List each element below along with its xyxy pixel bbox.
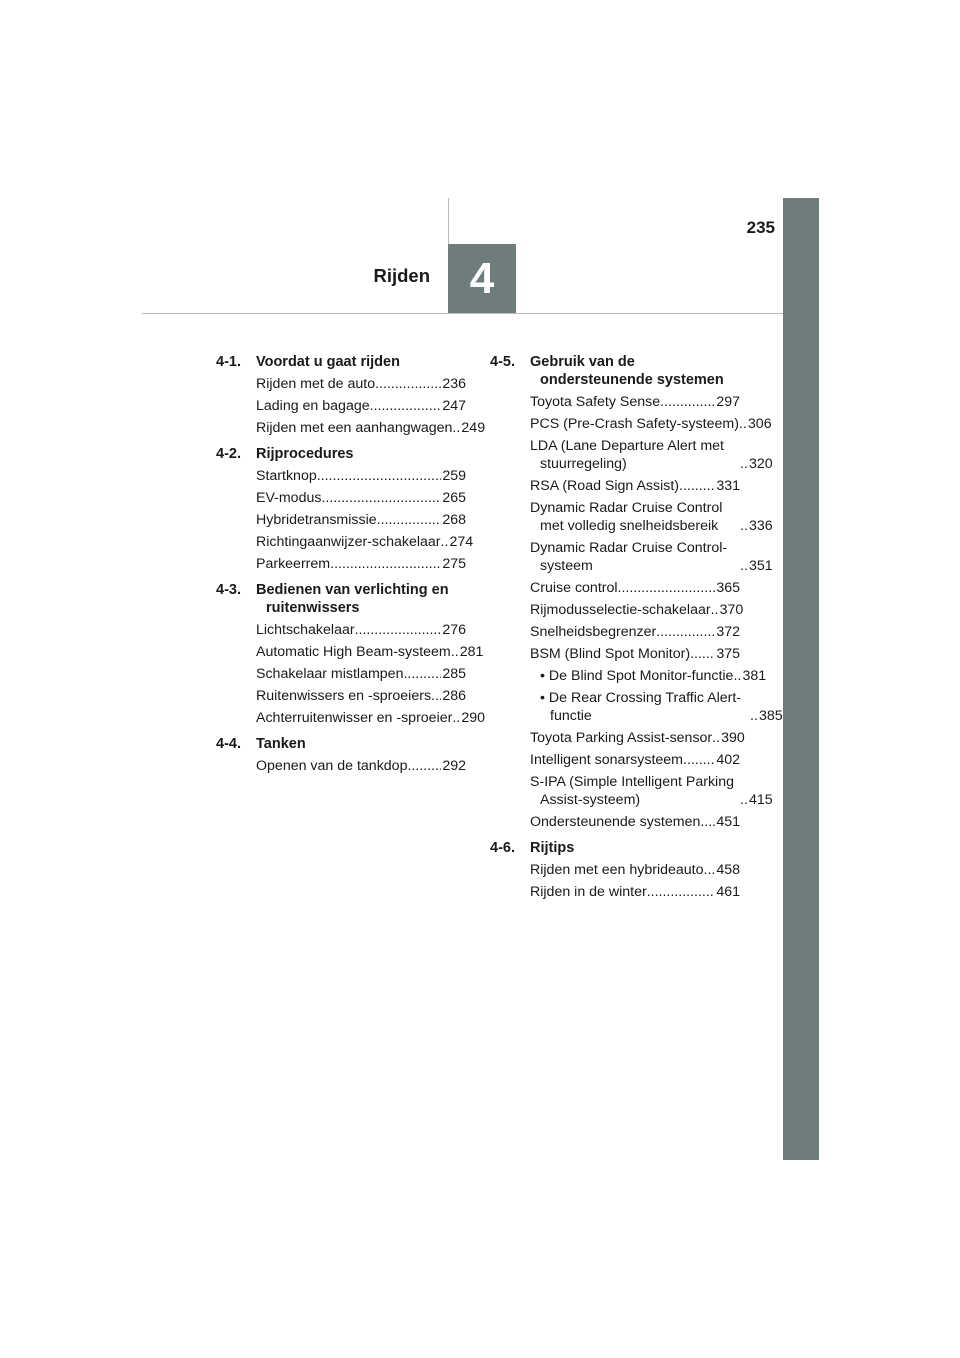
toc-dot-leader [355,621,442,639]
toc-entry-page: 336 [749,518,773,534]
toc-dot-leader [452,419,460,437]
toc-entry-page: 268 [442,512,466,528]
toc-entry-label: Rijden met een hybrideauto [530,862,704,878]
toc-entry[interactable] [256,375,466,393]
toc-entry[interactable] [530,773,773,809]
toc-entry[interactable] [530,689,783,725]
toc-entry[interactable] [530,861,740,879]
toc-section-title: Rijtips [530,840,575,856]
toc-entry-label: Rijden met een aanhangwagen [256,420,453,436]
page-number: 235 [746,218,775,237]
toc-entry-label: Lichtschakelaar [256,622,355,638]
toc-dot-leader [431,687,441,705]
toc-entry[interactable] [530,813,740,831]
toc-entry-page: 297 [716,394,740,410]
toc-dot-leader [683,751,715,769]
toc-entry-label: RSA (Road Sign Assist) [530,478,680,494]
toc-entry[interactable] [530,729,745,747]
toc-entry-page: 351 [749,558,773,574]
toc-dot-leader [330,555,441,573]
toc-section-title: Tanken [256,736,306,752]
toc-section-number: 4-5. [490,354,515,370]
toc-entry-label: Parkeerrem [256,556,331,572]
toc-section [216,735,466,775]
toc-section-heading[interactable] [216,735,466,753]
toc-entry[interactable] [256,643,484,661]
toc-entry-label: S-IPA (Simple Intelligent Parking Assist-systeem) [530,774,734,808]
toc-entry-page: 285 [442,666,466,682]
toc-dot-leader [403,665,441,683]
toc-column-right [490,353,783,909]
chapter-title: Rijden [373,265,430,286]
toc-entry[interactable] [256,555,466,573]
toc-dot-leader [712,729,720,747]
toc-column-left [216,353,486,783]
toc-dot-leader [647,883,716,901]
toc-section-heading[interactable] [216,581,466,617]
toc-entry-label: Ondersteunende systemen [530,814,701,830]
toc-entry[interactable] [530,623,740,641]
toc-entry-label: EV-modus [256,490,322,506]
toc-entry-page: 381 [742,668,767,684]
toc-entry[interactable] [530,601,744,619]
toc-dot-leader [740,791,748,809]
toc-entry-page: 402 [716,752,740,768]
toc-entry-label: Richtingaanwijzer-schakelaar [256,534,441,550]
toc-section-number: 4-6. [490,840,515,856]
toc-dot-leader [740,455,748,473]
toc-entry-label: Rijmodusselectie-schakelaar [530,602,711,618]
toc-entry[interactable] [530,579,740,597]
toc-dot-leader [375,375,441,393]
toc-entry-label: Openen van de tankdop [256,758,408,774]
toc-entry-page: 275 [442,556,466,572]
toc-dot-leader [700,813,715,831]
toc-entry[interactable] [256,665,466,683]
toc-entry[interactable] [256,533,474,551]
toc-entry-label: Rijden in de winter [530,884,647,900]
toc-entry[interactable] [530,667,767,685]
toc-entry-page: 451 [716,814,740,830]
toc-dot-leader [711,601,719,619]
toc-entry-page: 331 [716,478,740,494]
toc-entry[interactable] [256,687,466,705]
toc-entry-page: 286 [442,688,466,704]
toc-entry-label: • De Rear Crossing Traffic Alert-functie [540,690,742,724]
toc-entry-page: 375 [716,646,740,662]
toc-section-title: Voordat u gaat rijden [256,354,400,370]
toc-entry-page: 265 [442,490,466,506]
chapter-number-box [448,244,516,313]
toc-entry-label: Dynamic Radar Cruise Control-systeem [530,540,728,574]
toc-section [216,581,486,727]
toc-entry-page: 365 [716,580,740,596]
toc-entry-page: 458 [716,862,740,878]
toc-section-heading[interactable] [216,353,466,371]
toc-section-title: Bedienen van verlichting en ruitenwissers [256,582,449,616]
toc-entry-label: Achterruitenwisser en -sproeier [256,710,453,726]
toc-entry-page: 390 [721,730,745,746]
toc-entry[interactable] [256,621,466,639]
toc-entry-label: Intelligent sonarsysteem [530,752,683,768]
toc-entry-label: Rijden met de auto [256,376,376,392]
toc-section [216,445,474,573]
toc-entry[interactable] [256,489,466,507]
toc-entry-page: 320 [749,456,773,472]
toc-dot-leader [704,861,716,879]
toc-dot-leader [370,397,442,415]
toc-entry-label: Lading en bagage [256,398,370,414]
toc-entry-page: 372 [716,624,740,640]
toc-dot-leader [690,645,715,663]
toc-section-title: Rijprocedures [256,446,354,462]
toc-entry[interactable] [530,883,740,901]
toc-entry-label: LDA (Lane Departure Alert met stuurregeling) [530,438,724,472]
toc-section-title: Gebruik van de ondersteunende systemen [530,354,724,388]
toc-entry-label: Automatic High Beam-systeem [256,644,451,660]
toc-entry-page: 306 [747,416,772,432]
toc-entry-label: • De Blind Spot Monitor-functie [540,668,734,684]
toc-entry-page: 259 [442,468,466,484]
toc-dot-leader [407,757,441,775]
toc-entry[interactable] [256,419,486,437]
toc-entry-label: Hybridetransmissie [256,512,377,528]
toc-dot-leader [451,643,459,661]
toc-entry[interactable] [256,709,486,727]
chapter-sidebar-bar [783,198,819,1160]
toc-entry[interactable] [530,499,773,535]
toc-entry[interactable] [256,511,466,529]
toc-entry-label: Startknop [256,468,317,484]
toc-entry[interactable] [530,437,773,473]
toc-entry-label: PCS (Pre-Crash Safety-systeem) [530,416,739,432]
toc-section-heading[interactable] [490,353,740,389]
toc-entry[interactable] [530,477,740,495]
toc-section-number: 4-3. [216,582,241,598]
toc-entry-page: 276 [442,622,466,638]
toc-dot-leader [656,623,715,641]
toc-entry-label: Cruise control [530,580,618,596]
toc-section-number: 4-4. [216,736,241,752]
toc-dot-leader [317,467,442,485]
toc-dot-leader [740,557,748,575]
toc-dot-leader [733,667,741,685]
toc-dot-leader [740,517,748,535]
toc-entry-page: 370 [719,602,744,618]
toc-section [490,353,783,831]
toc-entry-page: 274 [449,534,474,550]
toc-entry[interactable] [530,645,740,663]
toc-entry-label: BSM (Blind Spot Monitor) [530,646,691,662]
toc-entry-page: 415 [749,792,773,808]
toc-entry[interactable] [530,393,740,411]
toc-entry-page: 385 [759,708,783,724]
toc-entry[interactable] [256,467,466,485]
toc-entry-page: 290 [461,710,486,726]
toc-section-heading[interactable] [490,839,740,857]
toc-entry-label: Schakelaar mistlampen [256,666,404,682]
toc-dot-leader [321,489,441,507]
toc-entry[interactable] [256,397,466,415]
chapter-number: 4 [469,253,495,303]
toc-dot-leader [618,579,716,597]
toc-entry-page: 281 [459,644,484,660]
toc-entry[interactable] [256,757,466,775]
toc-section [216,353,486,437]
toc-dot-leader [750,707,758,725]
toc-entry-page: 292 [442,758,466,774]
toc-entry-page: 236 [442,376,466,392]
toc-section-number: 4-2. [216,446,241,462]
toc-entry-page: 247 [442,398,466,414]
toc-section-number: 4-1. [216,354,241,370]
toc-entry-label: Toyota Safety Sense [530,394,661,410]
toc-entry-label: Dynamic Radar Cruise Control met volledig snelheidsbereik [530,500,723,534]
toc-dot-leader [441,533,449,551]
toc-dot-leader [452,709,460,727]
toc-dot-leader [660,393,715,411]
toc-section [490,839,740,901]
toc-section-heading[interactable] [216,445,466,463]
toc-entry-page: 461 [716,884,740,900]
toc-dot-leader [377,511,442,529]
toc-entry[interactable] [530,539,773,575]
toc-entry-label: Snelheidsbegrenzer [530,624,657,640]
toc-dot-leader [739,415,747,433]
toc-entry[interactable] [530,751,740,769]
header-divider-horizontal [142,313,783,314]
toc-entry-page: 249 [461,420,486,436]
toc-entry[interactable] [530,415,772,433]
header-divider-vertical [448,198,449,244]
toc-entry-label: Ruitenwissers en -sproeiers [256,688,432,704]
toc-dot-leader [679,477,715,495]
toc-entry-label: Toyota Parking Assist-sensor [530,730,713,746]
